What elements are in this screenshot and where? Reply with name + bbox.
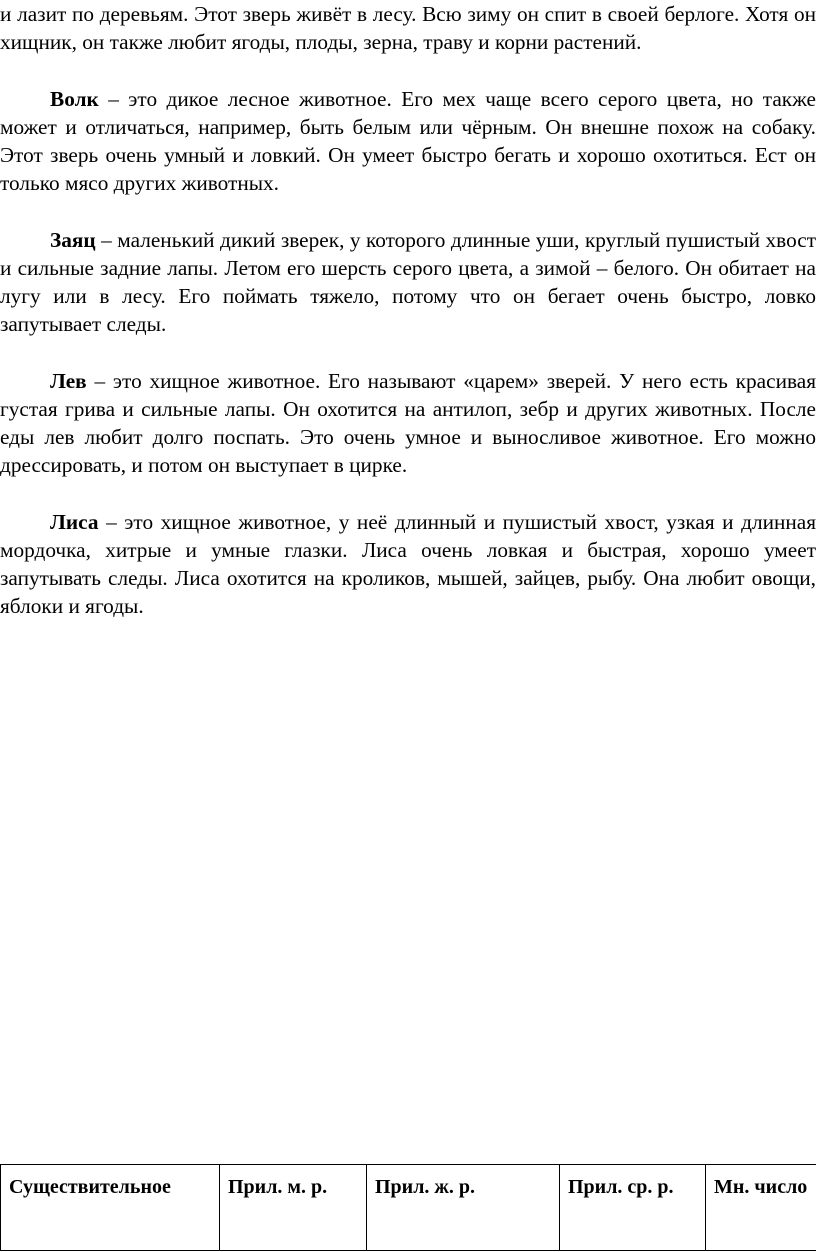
animal-name-lion: Лев	[50, 368, 87, 393]
paragraph-wolf	[0, 85, 816, 198]
word-table	[0, 1164, 816, 1251]
paragraph-text: это хищное животное. Его называют «царем» зверей. У него есть красивая густая грива и сильные лапы. Он охотится на антилоп, зебр и других животных. После еды лев любит долго поспать. Это очень умное и выносливое животное. Его можно дрессировать, и потом он выступает в цирке.	[0, 368, 816, 478]
header-adj-masc: Прил. м. р.	[220, 1165, 367, 1251]
animal-name-wolf: Волк	[50, 86, 99, 111]
dash: –	[86, 368, 113, 393]
paragraph-hare	[0, 226, 816, 339]
paragraph-bear-continuation	[0, 0, 816, 56]
paragraph-fox	[0, 508, 816, 621]
paragraph-lion	[0, 367, 816, 480]
header-plural: Мн. число	[706, 1165, 816, 1251]
word-table-container	[0, 1164, 816, 1252]
header-adj-neut: Прил. ср. р.	[560, 1165, 706, 1251]
table-header-row	[1, 1165, 816, 1251]
paragraph-text: это хищное животное, у неё длинный и пушистый хвост, узкая и длинная мордочка, хитрые и умные глазки. Лиса очень ловкая и быстрая, хорошо умеет запутывать следы. Лиса охотится на кроликов, мышей, зайцев, рыбу. Она любит овощи, яблоки и ягоды.	[0, 509, 816, 619]
dash: –	[98, 509, 125, 534]
dash: –	[98, 86, 129, 111]
animal-name-fox: Лиса	[50, 509, 99, 534]
paragraph-text: и лазит по деревьям. Этот зверь живёт в лесу. Всю зиму он спит в своей берлоге. Хотя он хищник, он также любит ягоды, плоды, зерна, траву и корни растений.	[0, 2, 816, 55]
animal-name-hare: Заяц	[50, 227, 96, 252]
dash: –	[95, 227, 118, 252]
paragraph-text: маленький дикий зверек, у которого длинные уши, круглый пушистый хвост и сильные задние лапы. Летом его шерсть серого цвета, а зимой – белого. Он обитает на лугу или в лесу. Его поймать тяжело, потому что он бегает очень быстро, ловко запутывает следы.	[0, 227, 816, 337]
header-adj-fem: Прил. ж. р.	[367, 1165, 560, 1251]
paragraph-text: это дикое лесное животное. Его мех чаще всего серого цвета, но также может и отличаться, например, быть белым или чёрным. Он внешне похож на собаку. Этот зверь очень умный и ловкий. Он умеет быстро бегать и хорошо охотиться. Ест он только мясо других животных.	[0, 86, 816, 196]
header-noun: Существительное	[1, 1165, 220, 1251]
